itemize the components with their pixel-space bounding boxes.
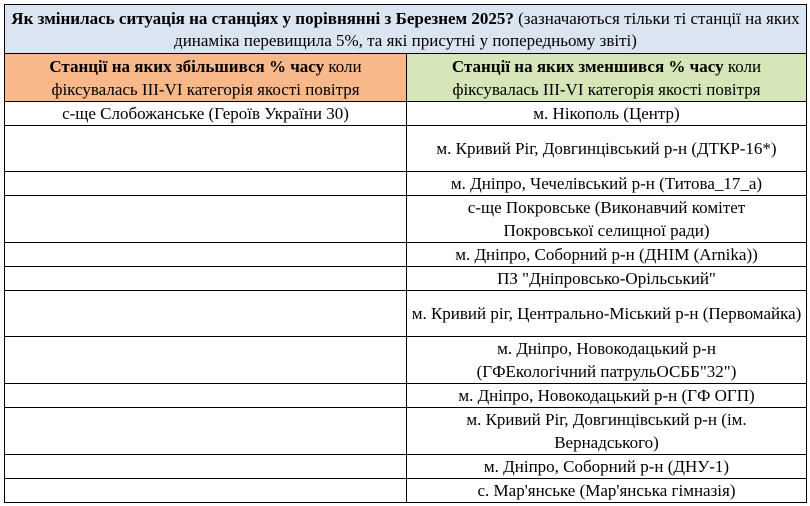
increased-station — [5, 243, 407, 267]
table-row — [5, 408, 807, 455]
table-row — [5, 243, 807, 267]
increased-station — [5, 196, 407, 243]
decreased-station: м. Нікополь (Центр) — [407, 102, 807, 126]
increased-station — [5, 384, 407, 408]
table-row — [5, 384, 807, 408]
table-title-note: (зазначаються тільки ті станції на яких динаміка перевищила 5%, та які присутні у попередньому звіті) — [174, 8, 800, 50]
table-row — [5, 267, 807, 291]
decreased-station: м. Дніпро, Чечелівський р-н (Титова_17_а) — [407, 172, 807, 196]
decreased-station: м. Кривий Ріг, Довгинцівський р-н (ДТКР-16*) — [407, 126, 807, 172]
decreased-station: м. Дніпро, Соборний р-н (ДНУ-1) — [407, 455, 807, 479]
header-decreased — [407, 54, 807, 102]
header-decreased-note: коли фіксувалась ІІІ-VI категорія якості повітря — [452, 56, 762, 99]
header-increased-note: коли фіксувалась ІІІ-VI категорія якості повітря — [51, 56, 362, 99]
table-row — [5, 337, 807, 384]
decreased-station: ПЗ "Дніпровсько-Орільський" — [407, 267, 807, 291]
header-increased-bold: Станції на яких збільшився % часу — [49, 56, 325, 76]
comparison-table — [4, 4, 807, 503]
decreased-station: м. Дніпро, Новокодацький р-н (ГФ ОГП) — [407, 384, 807, 408]
table-row — [5, 479, 807, 503]
decreased-station: м. Дніпро, Новокодацький р-н (ГФЕкологічний патрульОСББ"32") — [407, 337, 807, 384]
increased-station — [5, 126, 407, 172]
table-row — [5, 102, 807, 126]
increased-station — [5, 267, 407, 291]
table-row — [5, 291, 807, 337]
increased-station: с-ще Слобожанське (Героїв України 30) — [5, 102, 407, 126]
table-row — [5, 455, 807, 479]
increased-station — [5, 455, 407, 479]
table-title-bold: Як змінилась ситуація на станціях у порівнянні з Березнем 2025? — [11, 8, 514, 28]
increased-station — [5, 172, 407, 196]
increased-station — [5, 408, 407, 455]
decreased-station: м. Кривий Ріг, Довгинцівський р-н (ім. Вернадського) — [407, 408, 807, 455]
decreased-station: с-ще Покровське (Виконавчий комітет Покровської селищної ради) — [407, 196, 807, 243]
header-decreased-bold: Станції на яких зменшився % часу — [451, 56, 724, 76]
increased-station — [5, 479, 407, 503]
table-row — [5, 126, 807, 172]
decreased-station: м. Дніпро, Соборний р-н (ДНІМ (Arnika)) — [407, 243, 807, 267]
table-row — [5, 196, 807, 243]
header-row — [5, 54, 807, 102]
increased-station — [5, 291, 407, 337]
comparison-table-container — [4, 4, 806, 503]
table-title — [5, 5, 807, 54]
decreased-station: с. Мар'янське (Мар'янська гімназія) — [407, 479, 807, 503]
table-row — [5, 172, 807, 196]
increased-station — [5, 337, 407, 384]
header-increased — [5, 54, 407, 102]
title-row — [5, 5, 807, 54]
decreased-station: м. Кривий ріг, Центрально-Міський р-н (Первомайка) — [407, 291, 807, 337]
